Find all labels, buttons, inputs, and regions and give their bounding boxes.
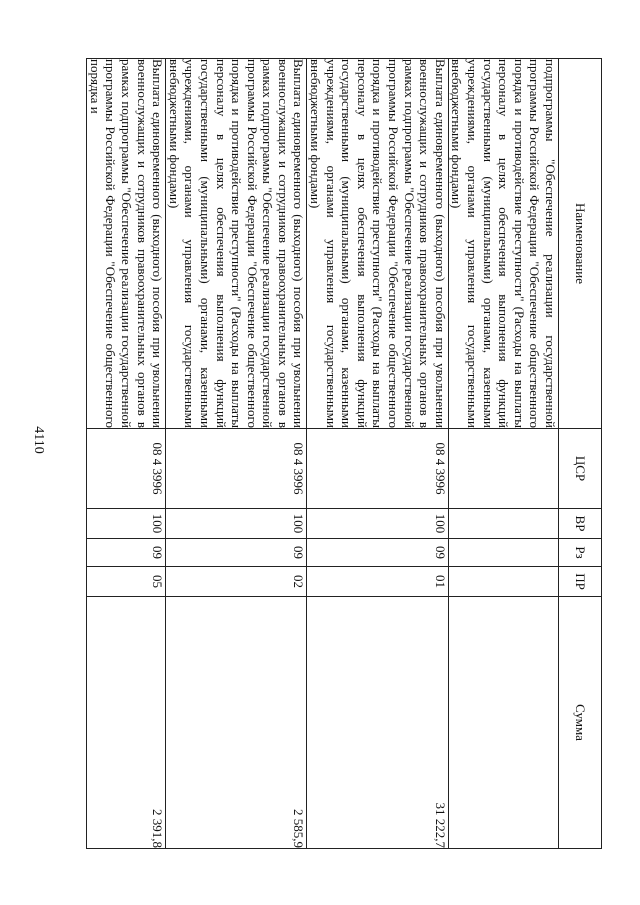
row-rz: 09 <box>87 539 166 567</box>
table-row <box>166 59 307 849</box>
row-sum: 31 222,7 <box>307 597 448 849</box>
row-pr: 05 <box>87 567 166 597</box>
budget-table <box>86 58 602 849</box>
row-name: Выплата единовременного (выходного) пособия при увольнении военнослужащих и сотрудников правоохранительных органов в рамках подпрограммы "Обеспечение реализации государственной программы Российской Федерации "Обеспечение общественного порядка и противодействие преступности" (Расходы на выплаты персоналу в целях обеспечения выполнения функций государственными (муниципальными) органами, казенными учреждениями, органами управления государственными внебюджетными фондами) <box>308 59 448 428</box>
row-pr: 01 <box>307 567 448 597</box>
row-rz <box>448 539 558 567</box>
row-sum <box>448 597 558 849</box>
row-sum: 2 585,9 <box>166 597 307 849</box>
row-csr: 08 4 3996 <box>307 429 448 509</box>
table-row <box>87 59 166 849</box>
header-csr: ЦСР <box>559 429 602 509</box>
header-pr: ПР <box>559 567 602 597</box>
row-csr: 08 4 3996 <box>166 429 307 509</box>
header-name: Наименование <box>559 59 602 429</box>
row-name: Выплата единовременного (выходного) пособия при увольнении военнослужащих и сотрудников правоохранительных органов в рамках подпрограммы "Обеспечение реализации государственной программы Российской Федерации "Обеспечение общественного порядка и противодействие преступности" (Расходы на выплаты персоналу в целях обеспечения выполнения функций государственными (муниципальными) органами, казенными учреждениями, органами управления государственными внебюджетными фондами) <box>166 59 307 428</box>
row-vr: 100 <box>87 509 166 539</box>
row-pr <box>448 567 558 597</box>
row-csr: 08 4 3996 <box>87 429 166 509</box>
page-number: 4110 <box>31 426 46 454</box>
row-rz: 09 <box>307 539 448 567</box>
row-name: подпрограммы "Обеспечение реализации государственной программы Российской Федерации "Обеспечение общественного порядка и противодействие преступности" (Расходы на выплаты персоналу в целях обеспечения выполнения функций государственными (муниципальными) органами, казенными учреждениями, органами управления государственными внебюджетными фондами) <box>449 59 558 428</box>
row-vr: 100 <box>166 509 307 539</box>
row-csr <box>448 429 558 509</box>
header-sum: Сумма <box>559 597 602 849</box>
table-row <box>307 59 448 849</box>
row-sum: 2 391,8 <box>87 597 166 849</box>
row-pr: 02 <box>166 567 307 597</box>
rotated-page-content <box>70 58 602 848</box>
table-row <box>448 59 558 849</box>
row-vr <box>448 509 558 539</box>
header-vr: ВР <box>559 509 602 539</box>
table-header-row <box>559 59 602 849</box>
row-vr: 100 <box>307 509 448 539</box>
row-rz: 09 <box>166 539 307 567</box>
row-name: Выплата единовременного (выходного) пособия при увольнении военнослужащих и сотрудников правоохранительных органов в рамках подпрограммы "Обеспечение реализации государственной программы Российской Федерации "Обеспечение общественного порядка и <box>87 59 166 428</box>
header-rz: Рз <box>559 539 602 567</box>
